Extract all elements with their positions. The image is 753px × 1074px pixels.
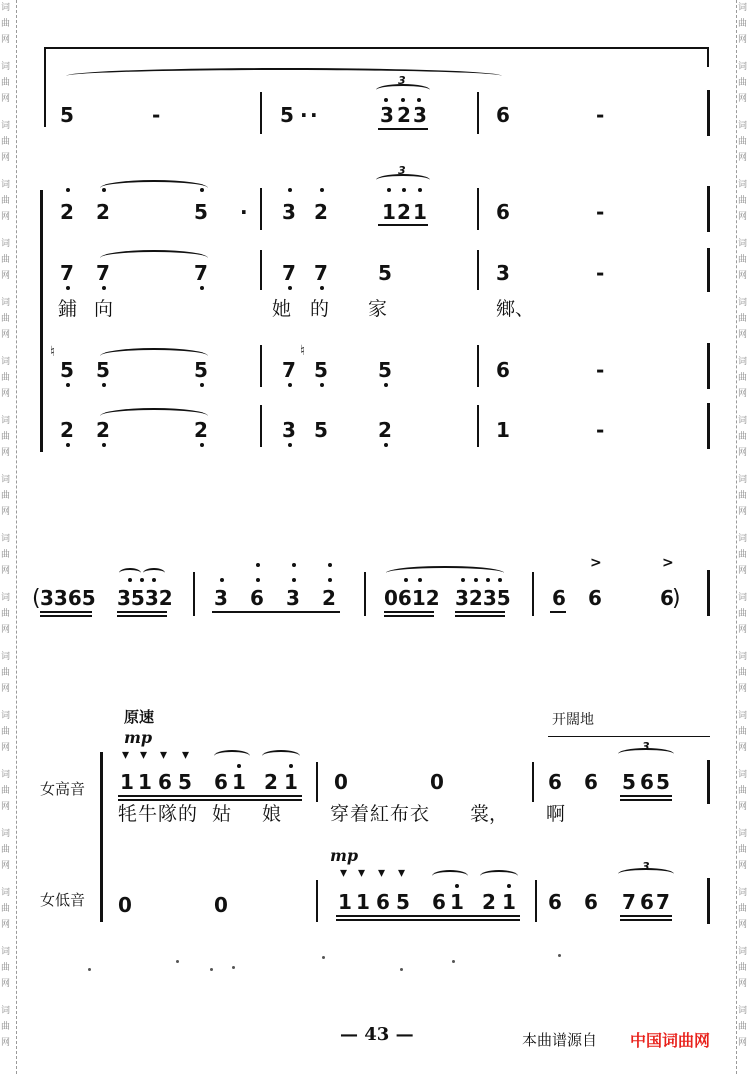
note: 2 bbox=[322, 586, 336, 610]
top-rule bbox=[44, 47, 708, 49]
note: 2 bbox=[60, 418, 74, 442]
note: 6 bbox=[376, 890, 390, 914]
barline bbox=[316, 880, 318, 922]
watermark-glyph: 词 bbox=[1, 829, 11, 839]
dynamic-mark: mp bbox=[330, 846, 359, 865]
barline bbox=[364, 572, 366, 616]
watermark-glyph: 词 bbox=[1, 62, 11, 72]
note: 6 bbox=[640, 890, 654, 914]
dash: - bbox=[152, 103, 161, 127]
watermark-glyph: 网 bbox=[738, 448, 748, 458]
note: 5 bbox=[378, 358, 392, 382]
dot: · bbox=[240, 200, 248, 224]
dot: · bbox=[310, 103, 318, 127]
watermark-glyph: 网 bbox=[738, 94, 748, 104]
watermark-glyph: 曲 bbox=[738, 255, 748, 265]
watermark-glyph: 曲 bbox=[1, 432, 11, 442]
lyric: 着 bbox=[350, 803, 370, 825]
note: 5 bbox=[60, 103, 74, 127]
watermark-glyph: 曲 bbox=[738, 845, 748, 855]
barline bbox=[260, 345, 262, 387]
lyric: 紅 bbox=[370, 803, 390, 825]
phrase-slur bbox=[66, 68, 502, 84]
watermark-glyph: 词 bbox=[738, 180, 748, 190]
watermark-glyph: 曲 bbox=[1, 137, 11, 147]
watermark-glyph: 网 bbox=[1, 566, 11, 576]
watermark-glyph: 网 bbox=[738, 979, 748, 989]
watermark-glyph: 词 bbox=[1, 947, 11, 957]
watermark-glyph: 曲 bbox=[1, 1022, 11, 1032]
watermark-glyph: 网 bbox=[738, 212, 748, 222]
watermark-glyph: 网 bbox=[738, 271, 748, 281]
note: 1 bbox=[120, 770, 134, 794]
triplet-mark: 3 bbox=[398, 164, 406, 177]
watermark-glyph: 曲 bbox=[738, 904, 748, 914]
tie bbox=[100, 408, 208, 424]
note: 2 bbox=[314, 200, 328, 224]
triplet-mark: 3 bbox=[398, 74, 406, 87]
lyric: 牛 bbox=[138, 803, 158, 825]
system-brace bbox=[100, 752, 103, 922]
note: 2 bbox=[264, 770, 278, 794]
part-label-alto: 女低音 bbox=[40, 891, 86, 909]
watermark-glyph: 词 bbox=[738, 888, 748, 898]
tie bbox=[100, 250, 208, 266]
barline bbox=[707, 186, 710, 232]
note: 1 bbox=[496, 418, 510, 442]
watermark-glyph: 曲 bbox=[1, 609, 11, 619]
rest: 0 bbox=[118, 893, 132, 917]
watermark-glyph: 词 bbox=[738, 770, 748, 780]
note: 6 bbox=[640, 770, 654, 794]
watermark-glyph: 网 bbox=[1, 684, 11, 694]
watermark-glyph: 曲 bbox=[738, 668, 748, 678]
watermark-glyph: 词 bbox=[738, 652, 748, 662]
lyric: 穿 bbox=[330, 803, 350, 825]
watermark-glyph: 曲 bbox=[1, 963, 11, 973]
note: 6 bbox=[548, 890, 562, 914]
note: 2 bbox=[397, 200, 411, 224]
note: 1 bbox=[382, 200, 396, 224]
watermark-glyph: 词 bbox=[738, 534, 748, 544]
watermark-glyph: 词 bbox=[1, 416, 11, 426]
rest: 0 bbox=[214, 893, 228, 917]
watermark-glyph: 词 bbox=[1, 3, 11, 13]
barline bbox=[707, 403, 710, 449]
lyric: 衣 bbox=[410, 803, 430, 825]
barline bbox=[535, 880, 537, 922]
note: 7 bbox=[96, 261, 110, 285]
note: 1 bbox=[232, 770, 246, 794]
note: 5 bbox=[178, 770, 192, 794]
watermark-glyph: 词 bbox=[1, 593, 11, 603]
barline bbox=[707, 878, 710, 924]
beam bbox=[378, 224, 428, 226]
watermark-glyph: 曲 bbox=[738, 786, 748, 796]
watermark-glyph: 词 bbox=[738, 3, 748, 13]
lyric: 鄉、 bbox=[496, 298, 535, 320]
left-watermark-strip bbox=[0, 0, 17, 1074]
tie bbox=[100, 348, 208, 364]
barline bbox=[260, 188, 262, 230]
bracket-line bbox=[44, 47, 46, 127]
watermark-glyph: 曲 bbox=[1, 255, 11, 265]
watermark-glyph: 曲 bbox=[1, 78, 11, 88]
lyric: 牦 bbox=[118, 803, 138, 825]
note: 2 bbox=[378, 418, 392, 442]
system-brace bbox=[40, 190, 43, 452]
watermark-glyph: 网 bbox=[738, 330, 748, 340]
barline bbox=[477, 405, 479, 447]
note: 7 bbox=[282, 358, 296, 382]
watermark-glyph: 网 bbox=[738, 153, 748, 163]
watermark-glyph: 网 bbox=[738, 920, 748, 930]
rest: 0 bbox=[334, 770, 348, 794]
note: 2 bbox=[397, 103, 411, 127]
note: 2 bbox=[194, 418, 208, 442]
note: 6 bbox=[496, 200, 510, 224]
watermark-glyph: 曲 bbox=[1, 668, 11, 678]
watermark-glyph: 词 bbox=[738, 62, 748, 72]
barline bbox=[477, 188, 479, 230]
note: 5 bbox=[656, 770, 670, 794]
dash: - bbox=[596, 261, 605, 285]
watermark-glyph: 网 bbox=[1, 35, 11, 45]
watermark-glyph: 曲 bbox=[1, 786, 11, 796]
watermark-glyph: 曲 bbox=[1, 19, 11, 29]
lyric: 的 bbox=[178, 803, 198, 825]
lyric: 家 bbox=[368, 298, 388, 320]
lyric: 娘 bbox=[262, 803, 282, 825]
watermark-glyph: 词 bbox=[738, 947, 748, 957]
watermark-glyph: 曲 bbox=[1, 845, 11, 855]
barline bbox=[707, 343, 710, 389]
note: 7 bbox=[314, 261, 328, 285]
note-group: 3235 bbox=[455, 586, 511, 610]
note: 6 bbox=[548, 770, 562, 794]
watermark-glyph: 网 bbox=[738, 802, 748, 812]
watermark-glyph: 网 bbox=[1, 94, 11, 104]
lyric: 鋪 bbox=[58, 298, 78, 320]
barline bbox=[260, 405, 262, 447]
watermark-glyph: 词 bbox=[738, 357, 748, 367]
note: 3 bbox=[282, 200, 296, 224]
note: 3 bbox=[413, 103, 427, 127]
barline bbox=[260, 92, 262, 134]
watermark-glyph: 词 bbox=[1, 121, 11, 131]
note: 7 bbox=[656, 890, 670, 914]
watermark-glyph: 曲 bbox=[738, 432, 748, 442]
watermark-glyph: 词 bbox=[1, 239, 11, 249]
page-number: — 43 — bbox=[340, 1024, 414, 1045]
note: 1 bbox=[338, 890, 352, 914]
barline bbox=[532, 572, 534, 616]
watermark-glyph: 曲 bbox=[738, 1022, 748, 1032]
note: 6 bbox=[496, 103, 510, 127]
watermark-glyph: 网 bbox=[1, 920, 11, 930]
accent-mark: > bbox=[590, 555, 602, 571]
note: 6 bbox=[214, 770, 228, 794]
watermark-glyph: 曲 bbox=[738, 314, 748, 324]
watermark-glyph: 网 bbox=[738, 389, 748, 399]
triplet-mark: 3 bbox=[642, 860, 650, 873]
dash: - bbox=[596, 200, 605, 224]
watermark-glyph: 网 bbox=[1, 448, 11, 458]
watermark-glyph: 词 bbox=[1, 1006, 11, 1016]
tempo-mark: 原速 bbox=[124, 708, 155, 726]
accidental-mark: ♮ bbox=[50, 344, 56, 360]
note: 2 bbox=[96, 200, 110, 224]
dash: - bbox=[596, 418, 605, 442]
note: 5 bbox=[280, 103, 294, 127]
dynamic-mark: mp bbox=[124, 728, 153, 747]
dot: · bbox=[300, 103, 308, 127]
watermark-glyph: 词 bbox=[738, 416, 748, 426]
note: 5 bbox=[60, 358, 74, 382]
barline bbox=[477, 92, 479, 134]
watermark-glyph: 网 bbox=[738, 35, 748, 45]
watermark-glyph: 网 bbox=[1, 802, 11, 812]
watermark-glyph: 词 bbox=[738, 711, 748, 721]
watermark-glyph: 网 bbox=[1, 743, 11, 753]
note: 5 bbox=[194, 200, 208, 224]
source-prefix: 本曲谱源自 bbox=[522, 1031, 598, 1049]
note: 6 bbox=[250, 586, 264, 610]
note: 3 bbox=[496, 261, 510, 285]
note-group: 3532 bbox=[117, 586, 173, 610]
watermark-glyph: 曲 bbox=[738, 727, 748, 737]
watermark-glyph: 曲 bbox=[738, 491, 748, 501]
note: 3 bbox=[214, 586, 228, 610]
expression-mark: 开闊地 bbox=[552, 712, 594, 728]
note: 5 bbox=[314, 418, 328, 442]
source-site: 中国词曲网 bbox=[630, 1031, 711, 1050]
barline bbox=[707, 90, 710, 136]
watermark-glyph: 词 bbox=[1, 357, 11, 367]
watermark-glyph: 网 bbox=[1, 330, 11, 340]
accidental-mark: ♮ bbox=[300, 343, 306, 359]
note: 2 bbox=[60, 200, 74, 224]
watermark-glyph: 曲 bbox=[1, 904, 11, 914]
note: 6 bbox=[432, 890, 446, 914]
watermark-glyph: 网 bbox=[738, 861, 748, 871]
watermark-glyph: 词 bbox=[1, 770, 11, 780]
dash: - bbox=[596, 103, 605, 127]
watermark-glyph: 词 bbox=[738, 121, 748, 131]
beam bbox=[378, 128, 428, 130]
watermark-glyph: 网 bbox=[1, 1038, 11, 1048]
watermark-glyph: 曲 bbox=[738, 19, 748, 29]
watermark-glyph: 网 bbox=[738, 743, 748, 753]
note: 6 bbox=[588, 586, 602, 610]
note: 7 bbox=[622, 890, 636, 914]
dash: - bbox=[596, 358, 605, 382]
note: 7 bbox=[60, 261, 74, 285]
watermark-glyph: 词 bbox=[738, 593, 748, 603]
watermark-glyph: 曲 bbox=[1, 373, 11, 383]
barline bbox=[193, 572, 195, 616]
note: 6 bbox=[496, 358, 510, 382]
barline bbox=[707, 760, 710, 804]
watermark-glyph: 网 bbox=[1, 979, 11, 989]
note: 6 bbox=[584, 770, 598, 794]
lyric: 啊 bbox=[546, 803, 566, 825]
watermark-glyph: 曲 bbox=[738, 196, 748, 206]
end-bar bbox=[707, 47, 709, 67]
watermark-glyph: 词 bbox=[738, 239, 748, 249]
barline bbox=[477, 345, 479, 387]
watermark-glyph: 网 bbox=[1, 271, 11, 281]
watermark-glyph: 曲 bbox=[1, 196, 11, 206]
watermark-glyph: 网 bbox=[738, 684, 748, 694]
watermark-glyph: 词 bbox=[1, 711, 11, 721]
watermark-glyph: 曲 bbox=[738, 137, 748, 147]
rest: 0 bbox=[430, 770, 444, 794]
lyric: 布 bbox=[390, 803, 410, 825]
watermark-glyph: 曲 bbox=[738, 609, 748, 619]
watermark-glyph: 网 bbox=[738, 507, 748, 517]
lyric: 的 bbox=[310, 298, 330, 320]
tie bbox=[100, 180, 208, 196]
watermark-glyph: 曲 bbox=[1, 314, 11, 324]
watermark-glyph: 词 bbox=[1, 652, 11, 662]
note-group: 0612 bbox=[384, 586, 440, 610]
note: 6 bbox=[660, 586, 674, 610]
accent-mark: > bbox=[662, 555, 674, 571]
watermark-glyph: 词 bbox=[738, 1006, 748, 1016]
note: 3 bbox=[286, 586, 300, 610]
note: 5 bbox=[622, 770, 636, 794]
watermark-glyph: 词 bbox=[1, 534, 11, 544]
lyric: 姑 bbox=[212, 803, 232, 825]
note: 3 bbox=[380, 103, 394, 127]
note: 5 bbox=[194, 358, 208, 382]
watermark-glyph: 网 bbox=[1, 861, 11, 871]
lyric: 裳， bbox=[470, 803, 509, 825]
lyric: 隊 bbox=[158, 803, 178, 825]
note: 5 bbox=[396, 890, 410, 914]
watermark-glyph: 词 bbox=[1, 298, 11, 308]
watermark-glyph: 网 bbox=[1, 212, 11, 222]
note: 6 bbox=[584, 890, 598, 914]
watermark-glyph: 词 bbox=[738, 298, 748, 308]
part-label-soprano: 女高音 bbox=[40, 780, 86, 798]
right-watermark-strip bbox=[736, 0, 753, 1074]
watermark-glyph: 网 bbox=[738, 1038, 748, 1048]
note-group: 3365 bbox=[40, 586, 96, 610]
note: 1 bbox=[413, 200, 427, 224]
note: 2 bbox=[482, 890, 496, 914]
watermark-glyph: 曲 bbox=[738, 550, 748, 560]
watermark-glyph: 词 bbox=[738, 475, 748, 485]
note: 6 bbox=[552, 586, 566, 610]
note: 7 bbox=[282, 261, 296, 285]
note: 1 bbox=[356, 890, 370, 914]
watermark-glyph: 网 bbox=[1, 389, 11, 399]
barline bbox=[707, 248, 710, 292]
note: 7 bbox=[194, 261, 208, 285]
watermark-glyph: 曲 bbox=[1, 550, 11, 560]
barline bbox=[707, 570, 710, 616]
watermark-glyph: 曲 bbox=[1, 491, 11, 501]
watermark-glyph: 曲 bbox=[1, 727, 11, 737]
note: 1 bbox=[450, 890, 464, 914]
watermark-glyph: 曲 bbox=[738, 963, 748, 973]
watermark-glyph: 网 bbox=[1, 153, 11, 163]
watermark-glyph: 词 bbox=[1, 475, 11, 485]
note: 6 bbox=[158, 770, 172, 794]
barline bbox=[316, 762, 318, 802]
lyric: 她 bbox=[272, 298, 292, 320]
watermark-glyph: 网 bbox=[1, 625, 11, 635]
barline bbox=[532, 762, 534, 802]
note: 2 bbox=[96, 418, 110, 442]
watermark-glyph: 网 bbox=[738, 566, 748, 576]
barline bbox=[260, 250, 262, 290]
note: 1 bbox=[138, 770, 152, 794]
watermark-glyph: 词 bbox=[1, 180, 11, 190]
note: 3 bbox=[282, 418, 296, 442]
watermark-glyph: 曲 bbox=[738, 78, 748, 88]
triplet-mark: 3 bbox=[642, 740, 650, 753]
note: 1 bbox=[284, 770, 298, 794]
barline bbox=[477, 250, 479, 290]
note: 1 bbox=[502, 890, 516, 914]
note: 5 bbox=[314, 358, 328, 382]
watermark-glyph: 网 bbox=[738, 625, 748, 635]
lyric: 向 bbox=[94, 298, 114, 320]
note: 5 bbox=[378, 261, 392, 285]
note: 5 bbox=[96, 358, 110, 382]
watermark-glyph: 词 bbox=[738, 829, 748, 839]
watermark-glyph: 网 bbox=[1, 507, 11, 517]
watermark-glyph: 词 bbox=[1, 888, 11, 898]
watermark-glyph: 曲 bbox=[738, 373, 748, 383]
